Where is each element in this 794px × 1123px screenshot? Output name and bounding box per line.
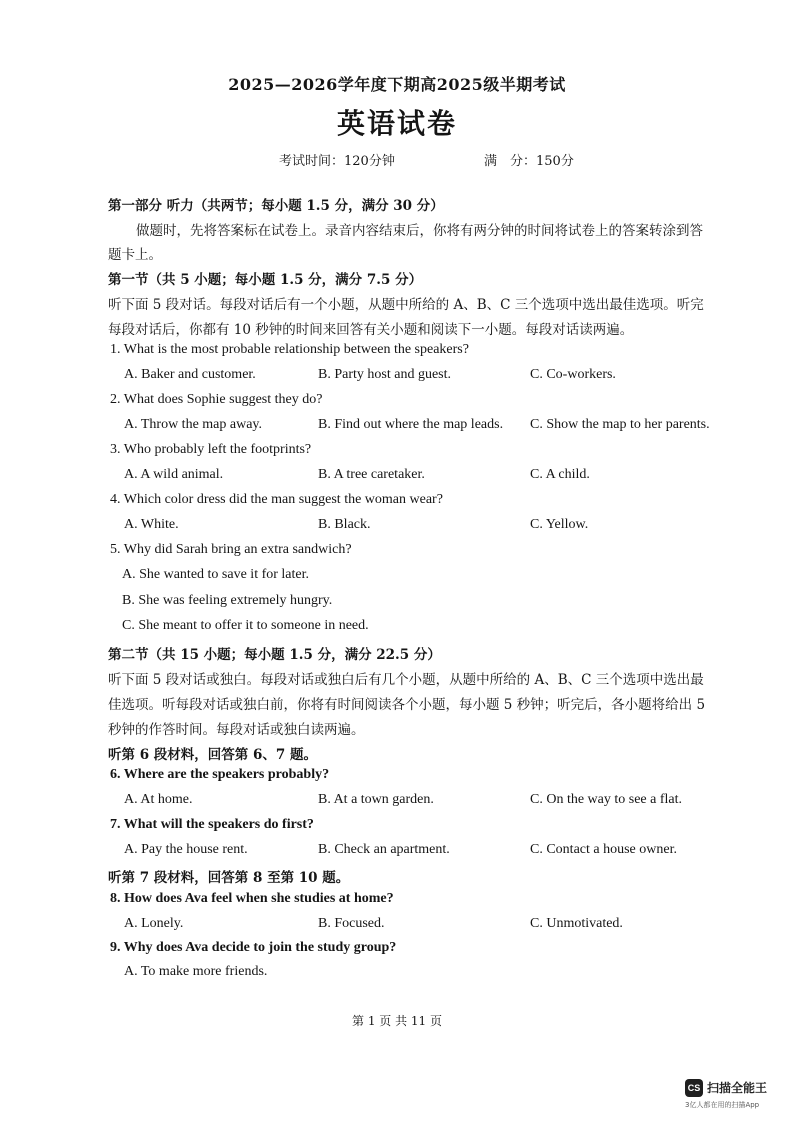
option-a: A. Lonely.: [124, 916, 184, 931]
option-b: B. At a town garden.: [318, 792, 434, 807]
section1-instruction: 每段对话后，你都有 10 秒钟的时间来回答有关小题和阅读下一小题。每段对话读两遍。: [108, 322, 634, 338]
question-stem: 8. How does Ava feel when she studies at home?: [110, 891, 394, 906]
option-a: A. Baker and customer.: [124, 367, 256, 382]
option-a: A. Throw the map away.: [124, 417, 263, 432]
option-a: A. Pay the house rent.: [124, 842, 248, 857]
section2-heading: 第二节（共 15 小题；每小题 1.5 分，满分 22.5 分）: [108, 647, 441, 663]
option-c: C. Show the map to her parents.: [530, 417, 710, 432]
question-stem: 3. Who probably left the footprints?: [110, 442, 312, 457]
section1-heading: 第一节（共 5 小题；每小题 1.5 分，满分 7.5 分）: [108, 272, 423, 288]
option-c: C. Yellow.: [530, 517, 589, 532]
section2-instruction: 听下面 5 段对话或独白。每段对话或独白后有几个小题，从题中所给的 A、B、C 三个选项中选出最: [108, 672, 704, 688]
watermark-name: 扫描全能王: [707, 1081, 768, 1095]
option-c: C. Co-workers.: [530, 367, 616, 382]
option-b: B. Check an apartment.: [318, 842, 450, 857]
question-stem: 2. What does Sophie suggest they do?: [110, 392, 323, 407]
watermark-tagline: 3亿人都在用的扫描App: [685, 1101, 760, 1109]
option-b: B. Black.: [318, 517, 371, 532]
question-stem: 1. What is the most probable relationship between the speakers?: [110, 342, 469, 357]
option-b: B. Focused.: [318, 916, 385, 931]
question-stem: 4. Which color dress did the man suggest the woman wear?: [110, 492, 443, 507]
exam-title: 2025—2026学年度下期高2025级半期考试: [228, 75, 566, 94]
question-stem: 7. What will the speakers do first?: [110, 817, 314, 832]
option-a: A. A wild animal.: [124, 467, 224, 482]
part1-instruction: 做题时，先将答案标在试卷上。录音内容结束后，你将有两分钟的时间将试卷上的答案转涂到答: [136, 223, 703, 239]
option-c: C. A child.: [530, 467, 590, 482]
section1-instruction: 听下面 5 段对话。每段对话后有一个小题，从题中所给的 A、B、C 三个选项中选出最佳选项。听完: [108, 297, 704, 313]
option-a: A. White.: [124, 517, 179, 532]
scanner-watermark: [685, 1078, 785, 1114]
question-stem: 9. Why does Ava decide to join the study group?: [110, 940, 397, 955]
full-score: 满 分：150分: [484, 154, 574, 169]
question-stem: 5. Why did Sarah bring an extra sandwich?: [110, 542, 352, 557]
part1-heading: 第一部分 听力（共两节；每小题 1.5 分，满分 30 分）: [108, 198, 444, 214]
option-b: B. Find out where the map leads.: [318, 417, 504, 432]
option-b: B. Party host and guest.: [318, 367, 451, 382]
subject-title: 英语试卷: [336, 107, 457, 140]
option-a: A. To make more friends.: [124, 964, 268, 979]
section2-instruction: 佳选项。听每段对话或独白前，你将有时间阅读各个小题，每小题 5 秒钟；听完后，各小题将给出 5: [108, 697, 706, 713]
option-c: C. Contact a house owner.: [530, 842, 677, 857]
camscanner-logo-icon: CS: [685, 1079, 703, 1097]
option-b: B. She was feeling extremely hungry.: [122, 593, 333, 608]
option-b: B. A tree caretaker.: [318, 467, 425, 482]
page-number: 第 1 页 共 11 页: [352, 1014, 442, 1028]
section2-instruction: 秒钟的作答时间。每段对话或独白读两遍。: [108, 722, 365, 738]
question-stem: 6. Where are the speakers probably?: [110, 767, 330, 782]
part1-instruction: 题卡上。: [108, 247, 162, 263]
option-a: A. At home.: [124, 792, 193, 807]
option-c: C. She meant to offer it to someone in need.: [122, 618, 369, 633]
exam-time: 考试时间：120分钟: [279, 154, 395, 169]
material-note: 听第 6 段材料，回答第 6、7 题。: [108, 747, 317, 763]
material-note: 听第 7 段材料，回答第 8 至第 10 题。: [108, 870, 350, 886]
option-c: C. Unmotivated.: [530, 916, 623, 931]
option-a: A. She wanted to save it for later.: [122, 567, 310, 582]
option-c: C. On the way to see a flat.: [530, 792, 683, 807]
